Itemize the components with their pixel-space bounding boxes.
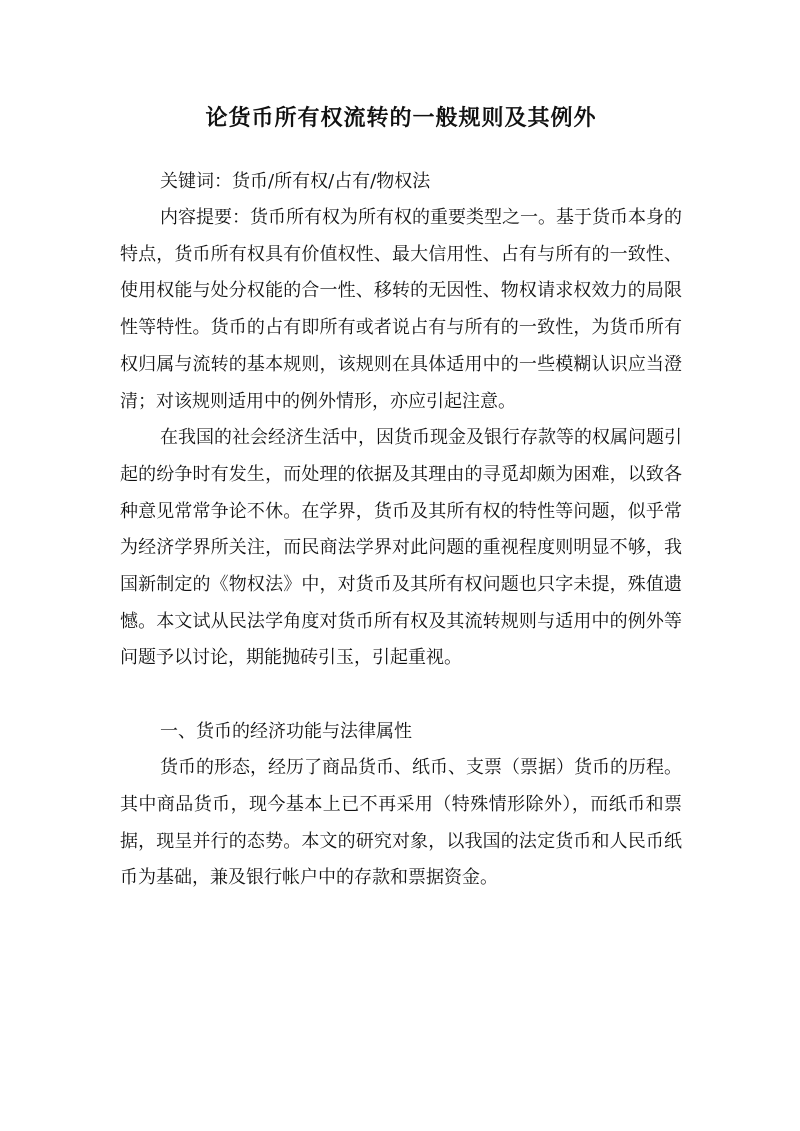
document-title: 论货币所有权流转的一般规则及其例外 — [205, 105, 597, 131]
section-heading: 一、货币的经济功能与法律属性 — [160, 721, 412, 743]
section-paragraph: 货币的形态，经历了商品货币、纸币、支票（票据）货币的历程。其中商品货币，现今基本上已不再采用（特殊情形除外），而纸币和票据，现呈并行的态势。本文的研究对象，以我国的法定货币和人民币纸币为基础，兼及银行帐户中的存款和票据资金。 — [120, 757, 682, 889]
intro-paragraph: 在我国的社会经济生活中，因货币现金及银行存款等的权属问题引起的纷争时有发生，而处理的依据及其理由的寻觅却颇为困难，以致各种意见常常争论不休。在学界，货币及其所有权的特性等问题，似乎常为经济学界所关注，而民商法学界对此问题的重视程度则明显不够，我国新制定的《物权法》中，对货币及其所有权问题也只字未提，殊值遗憾。本文试从民法学角度对货币所有权及其流转规则与适用中的例外等问题予以讨论，期能抛砖引玉，引起重视。 — [120, 427, 682, 669]
keywords-line: 关键词：货币/所有权/占有/物权法 — [160, 171, 431, 192]
abstract-paragraph: 内容提要：货币所有权为所有权的重要类型之一。基于货币本身的特点，货币所有权具有价值权性、最大信用性、占有与所有的一致性、使用权能与处分权能的合一性、移转的无因性、物权请求权效力的局限性等特性。货币的占有即所有或者说占有与所有的一致性，为货币所有权归属与流转的基本规则，该规则在具体适用中的一些模糊认识应当澄清；对该规则适用中的例外情形，亦应引起注意。 — [120, 207, 682, 412]
